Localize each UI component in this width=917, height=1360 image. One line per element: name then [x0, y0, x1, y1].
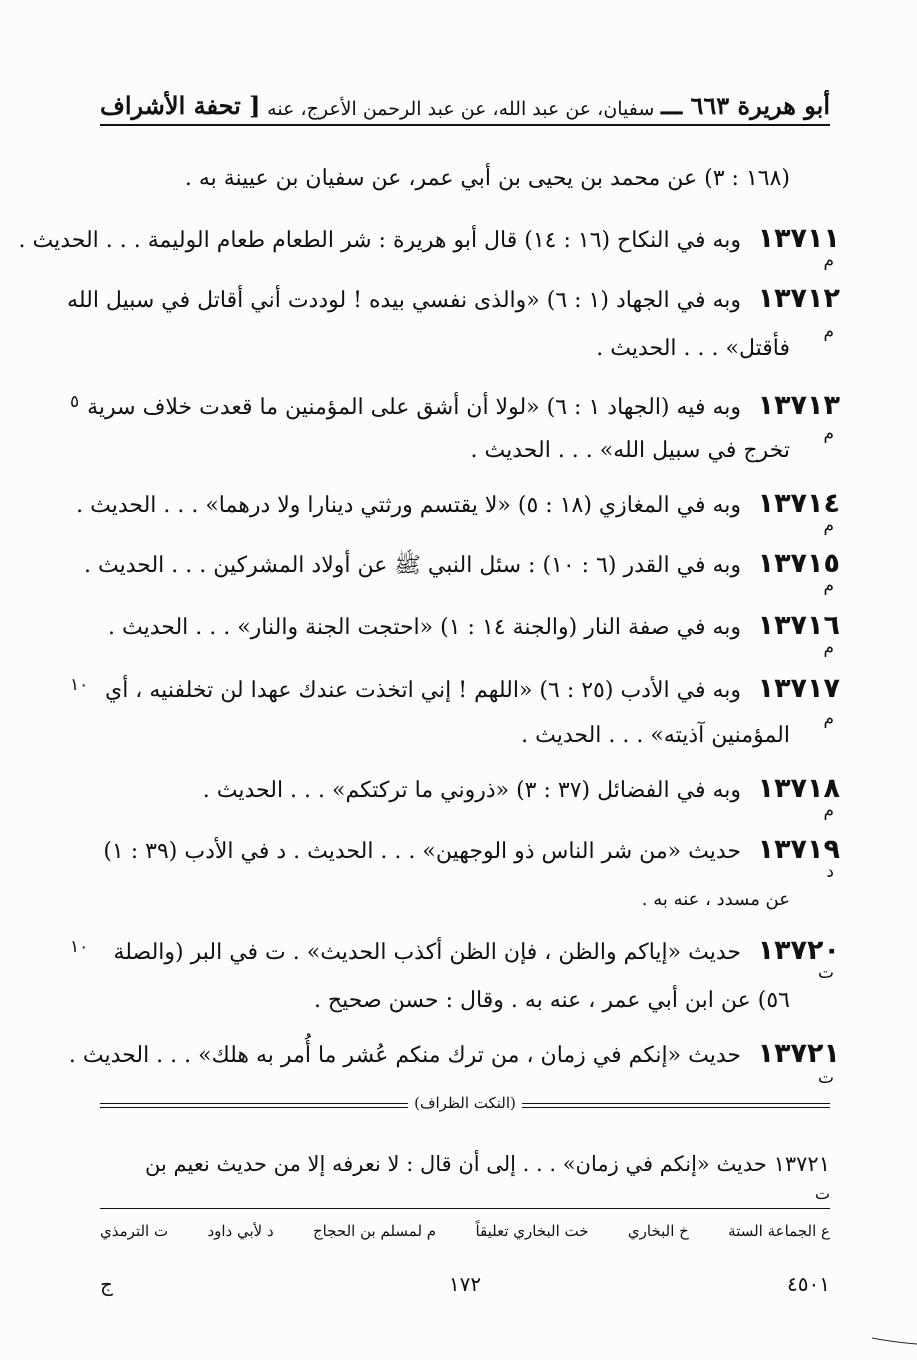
margin-line-number: ٥ — [70, 392, 80, 412]
entry-text: وبه فيه (الجهاد ١ : ٦) «لولا أن أشق على المؤمنين ما قعدت خلاف سرية — [87, 395, 741, 420]
abbreviation-item: م لمسلم بن الحجاج — [312, 1222, 437, 1240]
entry-sigla: م — [823, 424, 834, 444]
entry-text: حديث «إنكم في زمان ، من ترك منكم عُشر ما أُمر به هلك» . . . الحديث . — [68, 1043, 741, 1068]
entry-line — [107, 610, 840, 658]
entry-text: حديث «إياكم والظن ، فإن الظن أكذب الحديث» . ت في البر (والصلة — [113, 940, 741, 965]
entry-text: وبه في صفة النار (والجنة ١٤ : ١) «احتجت الجنة والنار» . . . الحديث . — [107, 615, 741, 640]
entry-line — [84, 548, 840, 596]
running-head-middle: سفيان، عن عبد الله، عن عبد الرحمن الأعرج، عنه — [267, 98, 655, 120]
running-head — [100, 80, 830, 120]
entry-sigla: م — [823, 801, 834, 821]
abbreviation-item: ت الترمذي — [100, 1222, 169, 1240]
entry-sigla: م — [823, 251, 834, 271]
entry-line — [521, 709, 840, 748]
entry-line — [70, 675, 840, 702]
entry-text: عن مسدد ، عنه به . — [641, 889, 790, 910]
entry-sigla: م — [823, 709, 834, 729]
signature-mark: ج — [100, 1272, 113, 1296]
entry-text: وبه في الجهاد (١ : ٦) «والذى نفسي بيده ! لوددت أني أقاتل في سبيل الله — [67, 288, 741, 313]
margin-line-number: ١٠ — [70, 937, 89, 957]
entry-text: وبه في الأدب (٢٥ : ٦) «اللهم ! إني اتخذت عندك عهدا لن تخلفنيه ، أي — [104, 678, 741, 703]
entry-number: ١٣٧١٢ — [757, 283, 840, 314]
entry-sigla: ت — [817, 963, 834, 983]
entry-text: فأقتل» . . . الحديث . — [596, 336, 790, 361]
entry-line — [642, 888, 840, 910]
entry-number: ١٣٧٢٠ — [757, 935, 840, 966]
entry-line — [70, 935, 840, 983]
page-number: ١٧٢ — [448, 1272, 482, 1296]
entry-number: ١٣٧١٣ — [757, 390, 840, 421]
entry-number: ١٣٧١٧ — [757, 673, 840, 704]
entry-text: حديث «من شر الناس ذو الوجهين» . . . الحديث . د في الأدب (٣٩ : ١) — [103, 839, 741, 864]
entry-sigla: ت — [817, 1068, 834, 1088]
volume-number: ٤٥٠١ — [787, 1272, 830, 1296]
entry-text: المؤمنين آذيته» . . . الحديث . — [521, 723, 790, 748]
entry-text: وبه في الفضائل (٣٧ : ٣) «ذروني ما تركتكم» . . . الحديث . — [202, 778, 741, 803]
nukat-note — [100, 1152, 830, 1203]
entry-line — [67, 285, 840, 312]
entry-line — [202, 773, 840, 821]
abbreviation-item: ع الجماعة الستة — [728, 1222, 830, 1240]
entry-line — [68, 1038, 840, 1088]
entry-line — [70, 392, 840, 419]
entry-line — [470, 424, 840, 463]
entry-number: ١٣٧١٩ — [757, 834, 840, 865]
entry-sigla: م — [823, 576, 834, 596]
entry-text: وبه في النكاح (١٦ : ١٤) قال أبو هريرة : شر الطعام طعام الوليمة . . . الحديث . — [18, 228, 741, 253]
abbreviation-key — [100, 1222, 830, 1240]
entry-number: ١٣٧١٤ — [757, 488, 840, 519]
entry-number: ١٣٧١٥ — [757, 548, 840, 579]
entry-text: وبه في القدر (٦ : ١٠) : سئل النبي ﷺ عن أولاد المشركين . . . الحديث . — [84, 553, 741, 578]
running-head-left: [ تحفة الأشراف — [100, 91, 261, 120]
entry-line — [185, 168, 840, 190]
entry-number: ١٣٧٢١ — [757, 1038, 840, 1069]
nukat-label: (النكت الظراف) — [408, 1094, 522, 1112]
entry-line — [314, 990, 840, 1012]
entry-number: ١٣٧١٦ — [757, 610, 840, 641]
margin-line-number: ١٠ — [70, 675, 89, 695]
nukat-divider — [100, 1094, 830, 1114]
entry-text: (١٦٨ : ٣) عن محمد بن يحيى بن أبي عمر، عن سفيان بن عيينة به . — [184, 166, 790, 191]
entry-sigla: م — [823, 322, 834, 342]
entry-number: ١٣٧١١ — [757, 223, 840, 254]
abbreviation-item: خت البخاري تعليقاً — [475, 1222, 589, 1240]
nukat-sigla: ت — [814, 1184, 830, 1203]
scan-artifact-line — [872, 1336, 917, 1346]
entry-text: تخرج في سبيل الله» . . . الحديث . — [470, 438, 790, 463]
entry-number: ١٣٧١٨ — [757, 773, 840, 804]
entry-sigla: د — [826, 862, 834, 882]
abbreviation-item: خ البخاري — [627, 1222, 689, 1240]
entry-line — [103, 834, 840, 882]
entry-line — [76, 488, 840, 536]
nukat-text: ١٣٧٢١ حديث «إنكم في زمان» . . . إلى أن قال : لا نعرفه إلا من حديث نعيم بن — [145, 1152, 830, 1176]
abbreviation-item: د لأبي داود — [207, 1222, 274, 1240]
footer-rule — [100, 1208, 830, 1209]
entry-sigla: م — [823, 516, 834, 536]
entry-text: ٥٦) عن ابن أبي عمر ، عنه به . وقال : حسن صحيح . — [313, 988, 790, 1013]
entry-line — [18, 223, 840, 271]
entry-line — [596, 322, 840, 361]
running-head-right: أبو هريرة ٦٦٣ ـــ — [661, 91, 830, 120]
header-rule — [100, 124, 830, 126]
entry-sigla: م — [823, 638, 834, 658]
entry-text: وبه في المغازي (١٨ : ٥) «لا يقتسم ورثتي دينارا ولا درهما» . . . الحديث . — [76, 493, 741, 518]
